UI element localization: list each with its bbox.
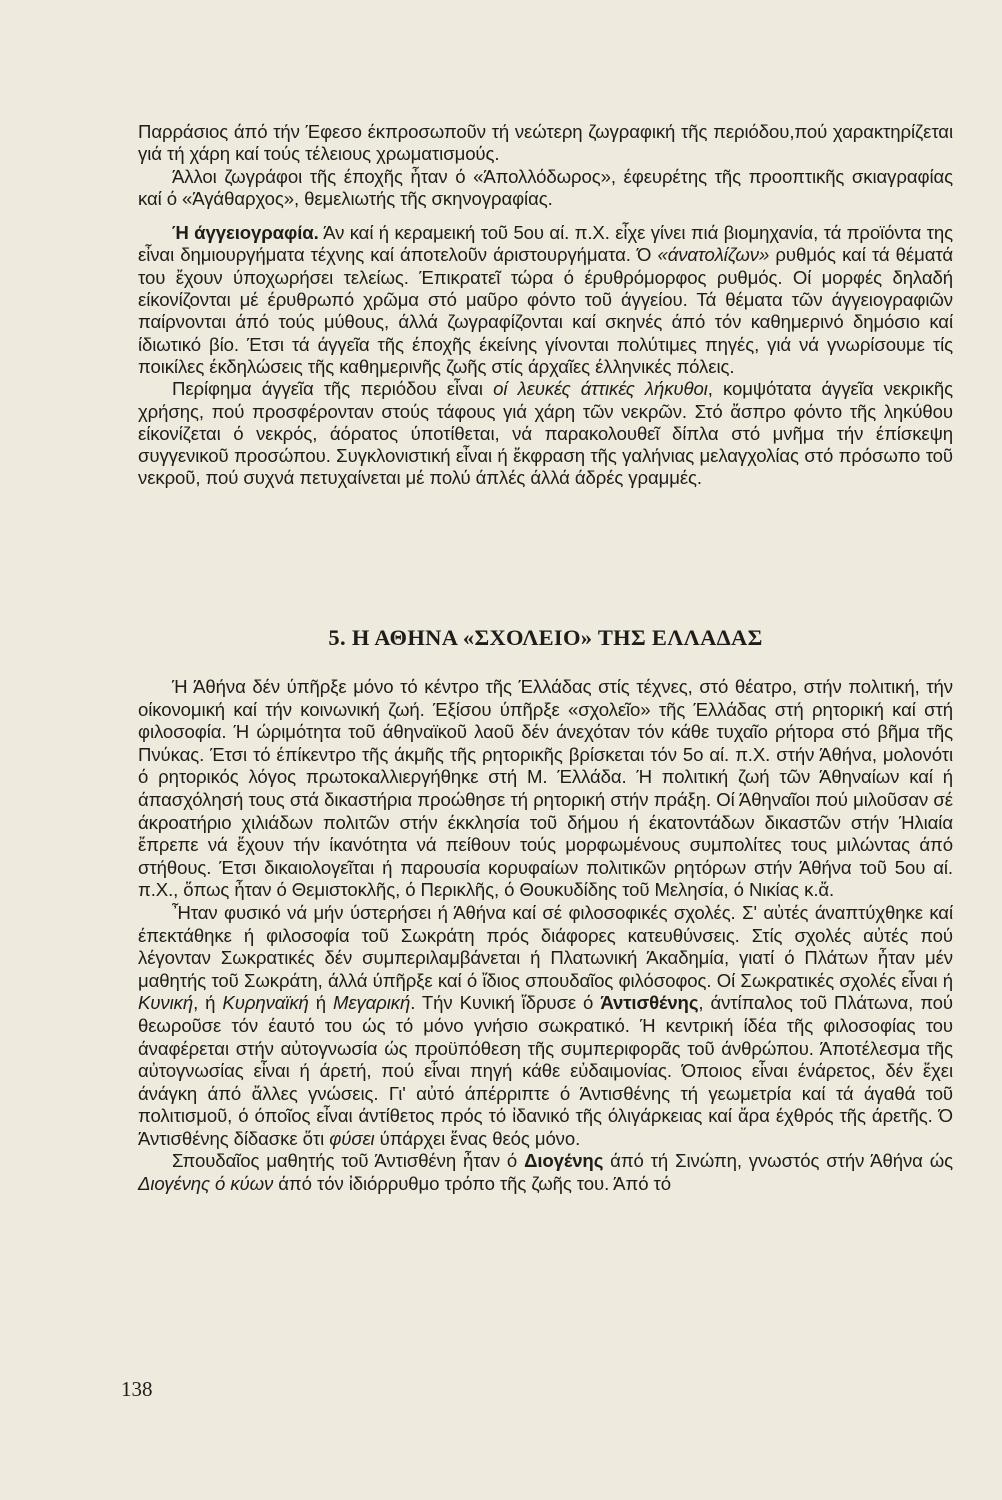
term-orientalizing: «άνατολίζων» [657, 244, 770, 266]
schools-text-b: , ή [193, 992, 223, 1014]
lekythoi-text-a: Περίφημα άγγεῖα τῆς περιόδου εἶναι [172, 378, 494, 400]
page-number: 138 [121, 1377, 153, 1401]
schools-text-a: Ἦταν φυσικό νά μήν ύστερήσει ή Άθήνα καί σέ φιλοσοφικές σχολές. Σ' αὐτές άναπτύχθηκε καί έπεκτάθηκε ή φιλοσοφία τοῦ Σωκράτη πρός διάφορες κατευθύνσεις. Στίς σχολές αὐτές πού λέγονταν Σωκρατικές δέν συμπεριλαμβάνεται ή Πλατωνική Άκαδημία, γιατί ό Πλάτων ἦταν μέν μαθητής τοῦ Σωκράτη, άλλά ύπῆρξε καί ό ἴδιος σπουδαῖος φιλόσοφος. Οί Σωκρατικές σχολές εἶναι ή [138, 901, 953, 991]
diogenes-text-a: Σπουδαῖος μαθητής τοῦ Άντισθένη ἦταν ό [172, 1150, 525, 1172]
paragraph-athens-school: Ή Άθήνα δέν ύπῆρξε μόνο τό κέντρο τῆς Έλλάδας στίς τέχνες, στό θέατρο, στήν πολιτική, τήν οίκονομική καί τήν κοινωνική ζωή. Έξίσου ύπῆρξε «σχολεῖο» τῆς Έλλάδας στή ρητορική καί στή φιλοσοφία. Ή ώριμότητα τοῦ άθηναϊκοῦ λαοῦ δέν άνεχόταν τόν κάθε τυχαῖο ρήτορα στό βῆμα τῆς Πνύκας. Έτσι τό έπίκεντρο τῆς άκμῆς τῆς ρητορικῆς βρίσκεται τόν 5ο αί. π.Χ. στήν Άθήνα, μολονότι ό ρητορικός λόγος πρωτοκαλλιεργήθηκε στή Μ. Έλλάδα. Ή πολιτική ζωή τῶν Άθηναίων καί ή άπασχόλησή τους στά δικαστήρια προώθησε τή ρητορική στήν πράξη. Οί Άθηναῖοι πού μιλοῦσαν σέ άκροατήριο χιλιάδων πολιτῶν στήν έκκλησία τοῦ δήμου ή έκατοντάδων δικαστῶν στήν Ήλιαία ἔπρεπε νά ἔχουν τήν ίκανότητα νά πείθουν τούς μορφωμένους συμπολίτες τους μιλώντας άπό στήθους. Έτσι δικαιολογεῖται ή παρουσία κορυφαίων πολιτικῶν ρητόρων στήν Άθήνα τοῦ 5ου αί. π.Χ., ὅπως ἦταν ό Θεμιστοκλῆς, ό Περικλῆς, ό Θουκυδίδης τοῦ Μελησία, ό Νικίας κ.ἄ. [138, 676, 953, 901]
term-cynic: Κυνική [138, 992, 194, 1014]
paragraph-parrasios: Παρράσιος άπό τήν Έφεσο έκπροσωποῦν τή νεώτερη ζωγραφική τῆς περιόδου,πού χαρακτηρίζεται γιά τή χάρη καί τούς τέλειους χρωματισμούς. [138, 121, 953, 165]
paragraph-other-painters: Άλλοι ζωγράφοι τῆς έποχῆς ἦταν ό «Άπολλόδωρος», έφευρέτης τῆς προοπτικῆς σκιαγραφίας καί ό «Άγάθαρχος», θεμελιωτής τῆς σκηνογραφίας. [138, 165, 953, 209]
paragraph-lekythoi [138, 378, 953, 489]
schools-text-e: , άντίπαλος τοῦ Πλάτωνα, πού θεωροῦσε τόν έαυτό του ώς τό μόνο γνήσιο σωκρατικό. Ή κεντρική ίδέα τῆς φιλοσοφίας του άναφέρεται στήν αὐτογνωσία ώς προϋπόθεση τῆς συμπεριφορᾶς τοῦ άνθρώπου. Άποτέλεσμα τῆς αὐτογνωσίας εἶναι ή άρετή, πού εἶναι πηγή κάθε εὐδαιμονίας. Όποιος εἶναι ένάρετος, δέν ἔχει άνάγκη άπό ἄλλες γνώσεις. Γι' αὐτό άπέρριπτε ό Άντισθένης τή γεωμετρία καί τά άγαθά τοῦ πολιτισμοῦ, ό όποῖος εἶναι άντίθετος πρός τό ἰδανικό τῆς όλιγάρκειας καί ἄρα έχθρός τῆς άρετῆς. Ό Άντισθένης δίδασκε ὅτι [138, 992, 953, 1149]
vase-painting-text-b: ρυθμός καί τά θέματά του ἔχουν ύποχωρήσει τελείως. Έπικρατεῖ τώρα ό έρυθρόμορφος ρυθμός. Οί μορφές δηλαδή είκονίζονται μέ έρυθρωπό χρῶμα στό μαῦρο φόντο τοῦ άγγείου. Τά θέματα τῶν άγγειογραφιῶν παίρνονται άπό τούς μύθους, άλλά ζωγραφίζονται καί σκηνές άπό τόν καθημερινό δημόσιο καί ίδιωτικό βίο. Έτσι τά άγγεῖα τῆς έποχῆς έκείνης γίνονται πολύτιμες πηγές, γιά νά γνωρίσουμε τίς ποικίλες έκδηλώσεις τῆς καθημερινῆς ζωῆς στίς άρχαῖες έλληνικές πόλεις. [138, 244, 953, 377]
term-diogenes-the-dog: Διογένης ό κύων [138, 1173, 274, 1195]
term-vase-painting: Ή άγγειογραφία. [172, 222, 319, 244]
schools-text-c: ή [308, 992, 334, 1014]
lower-text-block [138, 676, 953, 1196]
upper-text-block [138, 121, 953, 490]
lekythoi-text-b: , κομψότατα άγγεῖα νεκρικῆς χρήσης, πού προσφέρονταν στούς τάφους γιά χάρη τῶν νεκρῶν. Στό ἄσπρο φόντο τῆς ληκύθου είκονίζεται ό νεκρός, άόρατος ύποτίθεται, νά παρακολουθεῖ δίπλα στό μνῆμα τήν έπίσκεψη συγγενικοῦ προσώπου. Συγκλονιστική εἶναι ή ἔκφραση τῆς γαλήνιας μελαγχολίας στό πρόσωπο τοῦ νεκροῦ, πού συχνά πετυχαίνεται μέ πολύ άπλές άλλά άδρές γραμμές. [138, 378, 953, 489]
term-white-lekythoi: οί λευκές άττικές λήκυθοι [493, 378, 708, 400]
name-diogenes: Διογένης [524, 1150, 604, 1172]
section-heading: 5. Η ΑΘΗΝΑ «ΣΧΟΛΕΙΟ» ΤΗΣ ΕΛΛΑΔΑΣ [328, 625, 763, 650]
vase-painting-text-a: Άν καί ή κεραμεική τοῦ 5ου αί. π.Χ. εἶχε γίνει πιά βιομηχανία, τά προϊόντα της εἶναι δημιουργήματα τέχνης καί άποτελοῦν άριστουργήματα. Ό [138, 222, 953, 266]
paragraph-diogenes [138, 1150, 953, 1195]
schools-text-f: ύπάρχει ἕνας θεός μόνο. [374, 1127, 581, 1149]
schools-text-d: . Τήν Κυνική ἵδρυσε ό [410, 992, 601, 1014]
term-physei: φύσει [329, 1127, 375, 1149]
term-megarian: Μεγαρική [333, 992, 411, 1014]
term-cyrenaic: Κυρηναϊκή [222, 992, 309, 1014]
diogenes-text-b: άπό τή Σινώπη, γνωστός στήν Άθήνα ώς [603, 1150, 953, 1172]
name-antisthenes: Άντισθένης [600, 992, 699, 1014]
diogenes-text-c: άπό τόν ἰδιόρρυθμο τρόπο τῆς ζωῆς του. Άπό τό [273, 1173, 672, 1195]
paragraph-vase-painting [138, 222, 953, 378]
paragraph-philosophical-schools [138, 902, 953, 1151]
